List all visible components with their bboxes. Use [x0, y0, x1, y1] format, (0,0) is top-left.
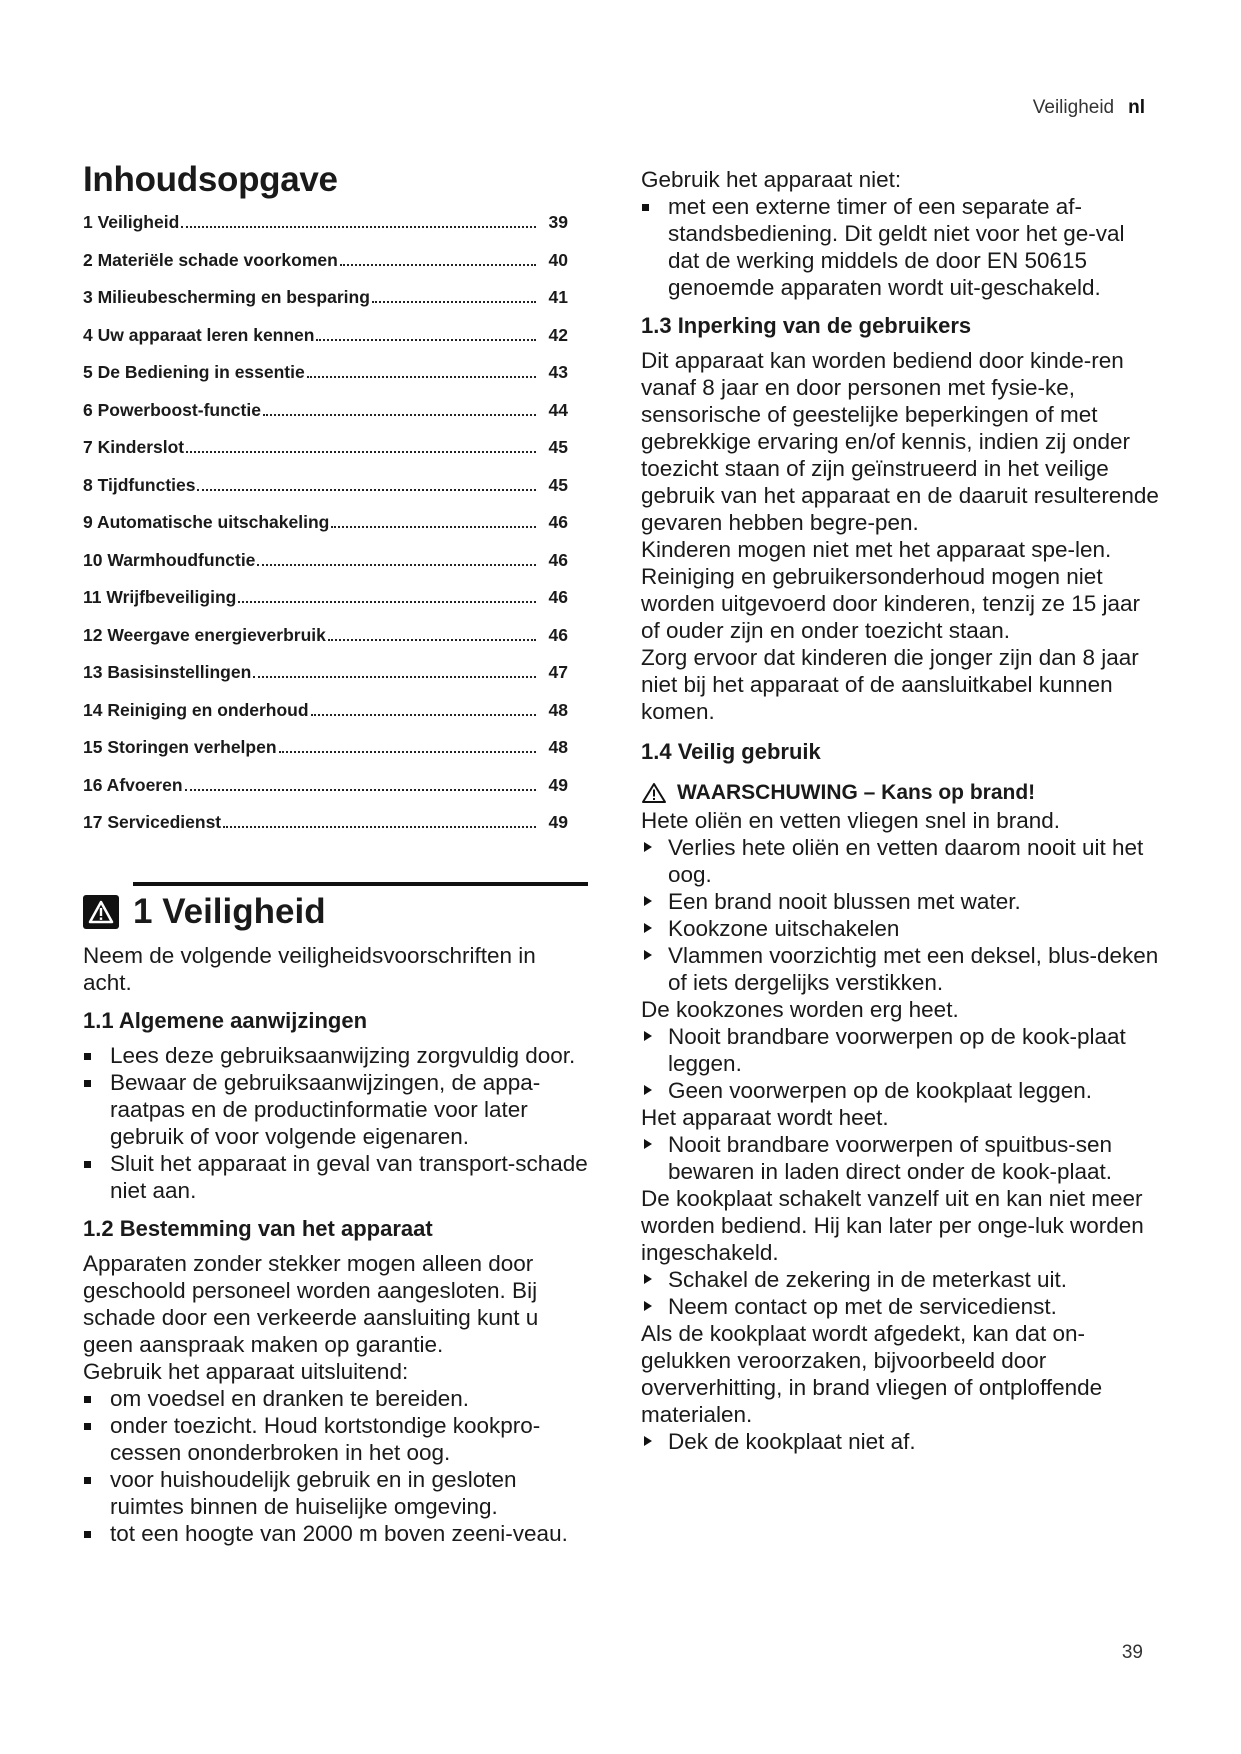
- list-item: Dek de kookplaat niet af.: [641, 1428, 1161, 1455]
- toc-leader-dots: [311, 714, 536, 716]
- list-item: Neem contact op met de servicedienst.: [641, 1293, 1161, 1320]
- list-item: Lees deze gebruiksaanwijzing zorgvuldig door.: [83, 1042, 588, 1069]
- toc-entry-label: 5 De Bediening in essentie: [83, 362, 305, 382]
- toc-entry-page: 49: [548, 812, 568, 832]
- toc-entry-page: 49: [548, 774, 568, 795]
- toc-entry-label: 14 Reiniging en onderhoud: [83, 699, 309, 720]
- toc-leader-dots: [263, 414, 536, 416]
- instruction-list: [641, 834, 1161, 996]
- toc-entry-page: 46: [548, 512, 568, 532]
- toc-title: Inhoudsopgave: [83, 160, 338, 199]
- instruction-list: [641, 1266, 1161, 1320]
- section-heading: [83, 892, 588, 932]
- list-1-1: [83, 1042, 588, 1204]
- toc-entry-page: 41: [548, 287, 568, 307]
- list-item: tot een hoogte van 2000 m boven zeeni-veau.: [83, 1520, 588, 1547]
- toc-entry-page: 39: [548, 212, 568, 232]
- toc-leader-dots: [372, 301, 536, 303]
- list-item: Nooit brandbare voorwerpen of spuitbus-sen bewaren in laden direct onder de kook-plaat.: [641, 1131, 1161, 1185]
- list-item: voor huishoudelijk gebruik en in gesloten ruimtes binnen de huiselijke omgeving.: [83, 1466, 588, 1520]
- list-item: onder toezicht. Houd kortstondige kookpro-cessen ononderbroken in het oog.: [83, 1412, 588, 1466]
- toc-entry-label: 3 Milieubescherming en besparing: [83, 287, 370, 307]
- paragraph: Hete oliën en vetten vliegen snel in brand.: [641, 808, 1061, 833]
- warning-triangle-icon: [641, 782, 667, 804]
- toc-entry: [83, 287, 568, 325]
- toc-entry-label: 6 Powerboost-functie: [83, 399, 261, 420]
- toc-list: [83, 212, 588, 850]
- header-language: nl: [1128, 97, 1145, 118]
- toc-entry-label: 9 Automatische uitschakeling: [83, 512, 330, 532]
- instruction-list: [641, 1131, 1161, 1185]
- toc-leader-dots: [316, 339, 536, 341]
- paragraph: Reiniging en gebruikersonderhoud mogen niet worden uitgevoerd door kinderen, tenzij ze 15 jaar of ouder zijn en onder toezicht staan.: [641, 564, 1141, 643]
- toc-entry-page: 44: [548, 399, 568, 420]
- toc-entry: [83, 775, 568, 813]
- paragraph: Gebruik het apparaat niet:: [641, 167, 902, 192]
- toc-entry: [83, 250, 568, 288]
- list-item: Vlammen voorzichtig met een deksel, blus-deken of iets dergelijks verstikken.: [641, 942, 1161, 996]
- toc-entry: [83, 700, 568, 738]
- toc-leader-dots: [279, 751, 536, 753]
- toc-entry-label: 10 Warmhoudfunctie: [83, 549, 256, 570]
- toc-entry-label: 17 Servicedienst: [83, 812, 222, 832]
- toc-entry-label: 2 Materiële schade voorkomen: [83, 249, 338, 270]
- toc-entry-page: 45: [548, 437, 568, 457]
- toc-entry: [83, 550, 568, 588]
- toc-leader-dots: [328, 639, 536, 641]
- paragraph: Gebruik het apparaat uitsluitend:: [83, 1358, 409, 1384]
- right-column: [641, 166, 1161, 1455]
- toc-leader-dots: [331, 526, 536, 528]
- toc-entry-label: 4 Uw apparaat leren kennen: [83, 324, 315, 345]
- toc-entry: [83, 212, 568, 250]
- warning-text: WAARSCHUWING – Kans op brand!: [677, 781, 1036, 804]
- warning-icon: [83, 895, 119, 929]
- list-item: Een brand nooit blussen met water.: [641, 888, 1161, 915]
- list-item: Sluit het apparaat in geval van transport-schade niet aan.: [83, 1150, 588, 1204]
- toc-entry-page: 46: [548, 549, 568, 570]
- toc-leader-dots: [253, 676, 536, 678]
- subsection-title-1-3: 1.3 Inperking van de gebruikers: [641, 313, 972, 338]
- toc-entry-page: 42: [548, 324, 568, 345]
- paragraph: De kookplaat schakelt vanzelf uit en kan niet meer worden bediend. Hij kan later per onge-luk worden ingeschakeld.: [641, 1186, 1144, 1265]
- list-1-2b: [641, 193, 1161, 301]
- section-intro: Neem de volgende veiligheidsvoorschriften in acht.: [83, 942, 536, 995]
- subsection-title-1-1: 1.1 Algemene aanwijzingen: [83, 1007, 368, 1033]
- toc-leader-dots: [181, 226, 536, 228]
- toc-entry: [83, 587, 568, 625]
- paragraph: Dit apparaat kan worden bediend door kinde-ren vanaf 8 jaar en door personen met fysie-ke, sensorische of geestelijke beperkingen of met gebrekkige ervaring en/of kennis, indien zij onder toezicht staan of zijn geïnstrueerd in het veilige gebruik van het apparaat en de daaruit resulterende gevaren hebben begre-pen.: [641, 348, 1159, 535]
- paragraph: Apparaten zonder stekker mogen alleen door geschoold personeel worden aangesloten. Bij schade door een verkeerde aansluiting kunt u geen aanspraak maken op garantie.: [83, 1250, 539, 1357]
- toc-entry-label: 11 Wrijfbeveiliging: [83, 587, 237, 607]
- list-item: Verlies hete oliën en vetten daarom nooit uit het oog.: [641, 834, 1161, 888]
- toc-entry-page: 47: [548, 662, 568, 682]
- running-header: [1033, 97, 1145, 119]
- toc-entry: [83, 325, 568, 363]
- toc-entry: [83, 812, 568, 850]
- toc-leader-dots: [307, 376, 536, 378]
- section-title: 1 Veiligheid: [133, 891, 326, 931]
- list-item: om voedsel en dranken te bereiden.: [83, 1385, 588, 1412]
- toc-entry: [83, 737, 568, 775]
- paragraph: Het apparaat wordt heet.: [641, 1105, 889, 1130]
- toc-entry: [83, 437, 568, 475]
- toc-entry-page: 40: [548, 249, 568, 270]
- list-item: met een externe timer of een separate af-standsbediening. Dit geldt niet voor het ge-val dat de werking middels de door EN 50615 genoemde apparaten wordt uit-geschakeld.: [641, 193, 1161, 301]
- header-section: Veiligheid: [1032, 97, 1115, 118]
- list-1-2: [83, 1385, 588, 1547]
- list-item: Nooit brandbare voorwerpen op de kook-plaat leggen.: [641, 1023, 1161, 1077]
- paragraph: Kinderen mogen niet met het apparaat spe-len.: [641, 537, 1112, 562]
- toc-leader-dots: [223, 826, 536, 828]
- list-item: Geen voorwerpen op de kookplaat leggen.: [641, 1077, 1161, 1104]
- toc-leader-dots: [340, 264, 536, 266]
- toc-entry-page: 48: [548, 699, 568, 720]
- toc-leader-dots: [238, 601, 536, 603]
- toc-leader-dots: [197, 489, 536, 491]
- warning-title: [641, 781, 1161, 805]
- toc-entry-label: 1 Veiligheid: [83, 212, 180, 232]
- toc-entry: [83, 475, 568, 513]
- toc-entry-label: 13 Basisinstellingen: [83, 662, 252, 682]
- toc-leader-dots: [257, 564, 536, 566]
- toc-entry-page: 46: [548, 587, 568, 607]
- toc-entry: [83, 512, 568, 550]
- list-item: Kookzone uitschakelen: [641, 915, 1161, 942]
- toc-entry-label: 8 Tijdfuncties: [83, 474, 196, 495]
- toc-leader-dots: [186, 451, 536, 453]
- toc-entry-label: 7 Kinderslot: [83, 437, 185, 457]
- toc-entry-page: 45: [548, 474, 568, 495]
- section-rule: [133, 882, 588, 886]
- list-item: Schakel de zekering in de meterkast uit.: [641, 1266, 1161, 1293]
- subsection-title-1-4: 1.4 Veilig gebruik: [641, 739, 821, 764]
- instruction-list: [641, 1428, 1161, 1455]
- toc-entry-label: 16 Afvoeren: [83, 774, 183, 795]
- toc-entry-page: 46: [548, 624, 568, 645]
- paragraph: Zorg ervoor dat kinderen die jonger zijn dan 8 jaar niet bij het apparaat of de aansluitkabel kunnen komen.: [641, 645, 1139, 724]
- toc-leader-dots: [185, 789, 536, 791]
- toc-entry-page: 48: [548, 737, 568, 757]
- toc-entry: [83, 625, 568, 663]
- toc-entry-label: 12 Weergave energieverbruik: [83, 624, 326, 645]
- list-item: Bewaar de gebruiksaanwijzingen, de appa-raatpas en de productinformatie voor later gebruik of voor volgende eigenaren.: [83, 1069, 588, 1150]
- subsection-title-1-2: 1.2 Bestemming van het apparaat: [83, 1215, 433, 1241]
- toc-entry-page: 43: [548, 362, 568, 382]
- toc-entry: [83, 662, 568, 700]
- toc-entry-label: 15 Storingen verhelpen: [83, 737, 277, 757]
- toc-entry: [83, 400, 568, 438]
- toc-entry: [83, 362, 568, 400]
- paragraph: De kookzones worden erg heet.: [641, 997, 959, 1022]
- instruction-list: [641, 1023, 1161, 1104]
- paragraph: Als de kookplaat wordt afgedekt, kan dat on-gelukken veroorzaken, bijvoorbeeld door oververhitting, in brand vliegen of ontploffende materialen.: [641, 1321, 1103, 1427]
- left-column: [83, 160, 588, 1547]
- page-number: 39: [1121, 1642, 1143, 1663]
